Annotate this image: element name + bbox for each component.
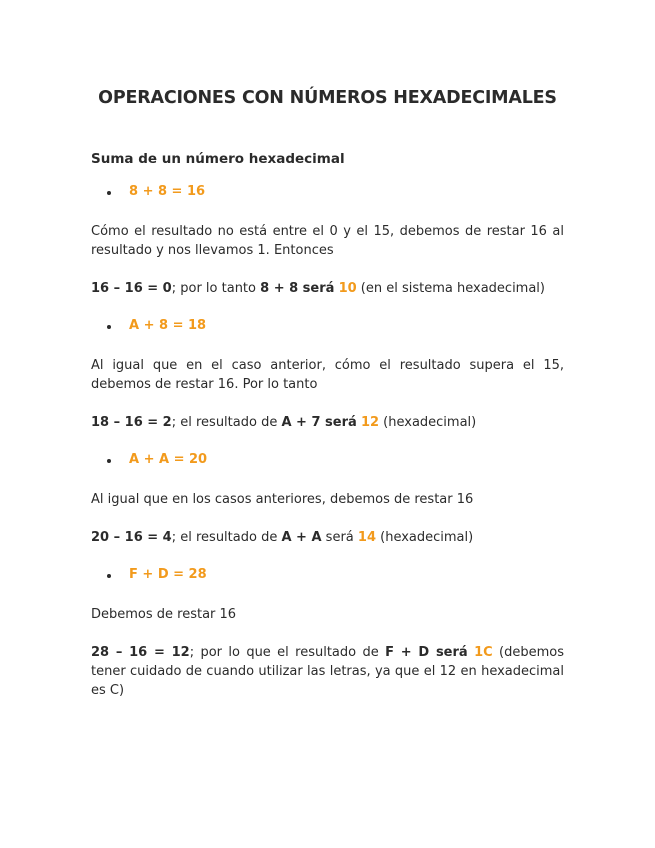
bullet-text: F + D = 28 (129, 567, 207, 582)
bullet-text: 8 + 8 = 16 (129, 184, 206, 199)
result-line-2 (91, 413, 564, 432)
calc-text: 16 – 16 = 0 (91, 281, 172, 296)
result-line-3 (91, 528, 564, 547)
paragraph-1: Cómo el resultado no está entre el 0 y el 15, debemos de restar 16 al resultado y nos llevamos 1. Entonces (91, 224, 564, 258)
bullet-dot (107, 459, 111, 463)
hex-result: 1C (474, 645, 493, 660)
operation-text: 8 + 8 será (260, 281, 335, 296)
bullet-text: A + 8 = 18 (129, 318, 207, 333)
bullet-text: A + A = 20 (129, 452, 208, 467)
trailing-text: (en el sistema hexadecimal) (356, 281, 545, 296)
section-heading: Suma de un número hexadecimal (91, 151, 345, 167)
bullet-dot (107, 325, 111, 329)
operation-text: A + A (281, 530, 322, 545)
trailing-text: (hexadecimal) (379, 415, 477, 430)
connector-text: ; el resultado de (171, 415, 282, 430)
hex-result: 10 (338, 281, 357, 296)
paragraph-2: Al igual que en el caso anterior, cómo el resultado supera el 15, debemos de restar 16. Por lo tanto (91, 358, 564, 392)
bullet-item-2 (112, 318, 207, 333)
page-title: OPERACIONES CON NÚMEROS HEXADECIMALES (98, 88, 557, 108)
operation-text: F + D será (385, 645, 468, 660)
trailing-text: (hexadecimal) (376, 530, 474, 545)
calc-text: 28 – 16 = 12 (91, 645, 190, 660)
trailing-text: (debemos tener cuidado de cuando utilizar las letras, ya que el 12 en hexadecimal es C) (91, 645, 564, 698)
calc-text: 20 – 16 = 4 (91, 530, 172, 545)
connector-text: ; por lo tanto (171, 281, 261, 296)
operation-text: A + 7 será (281, 415, 357, 430)
hex-result: 12 (360, 415, 380, 430)
connector-text-2: será (321, 530, 358, 545)
bullet-dot (107, 574, 111, 578)
bullet-dot (107, 191, 111, 195)
paragraph-4: Debemos de restar 16 (91, 607, 237, 622)
bullet-item-1 (112, 184, 206, 199)
calc-text: 18 – 16 = 2 (91, 415, 172, 430)
result-line-4 (91, 643, 564, 700)
connector-text: ; el resultado de (171, 530, 282, 545)
hex-result: 14 (357, 530, 376, 545)
bullet-item-4 (112, 567, 207, 582)
bullet-item-3 (112, 452, 208, 467)
paragraph-3: Al igual que en los casos anteriores, debemos de restar 16 (91, 492, 474, 507)
result-line-1 (91, 279, 564, 298)
connector-text: ; por lo que el resultado de (189, 645, 386, 660)
